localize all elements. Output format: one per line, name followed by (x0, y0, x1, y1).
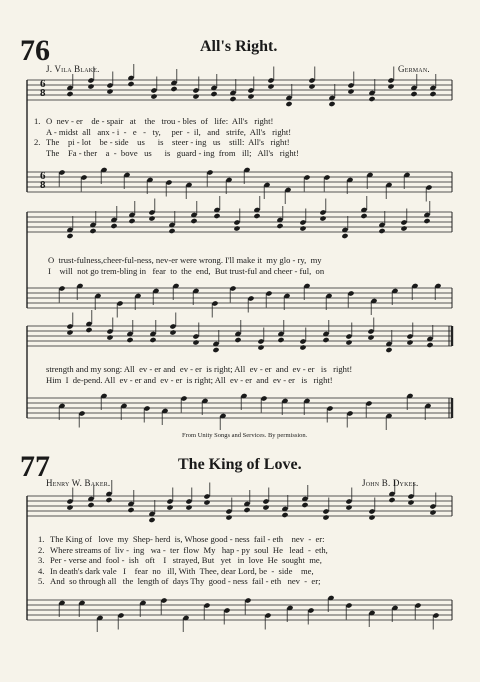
verse-block-76-2 (48, 255, 324, 276)
lyric-line: 2. The pi - lot be - side us is steer - ing us still: All's right! (34, 137, 290, 147)
hymn-title-77: The King of Love. (178, 456, 302, 473)
hymn-number-77: 77 (20, 450, 50, 483)
verse-block-77 (38, 534, 328, 587)
composer-credit-77: John B. Dykes. (362, 478, 419, 488)
hymn-title-76: All's Right. (200, 38, 278, 55)
verse-block-76-1 (34, 116, 299, 158)
lyric-line: 3. Per - verse and fool - ish oft I strayed, But yet in love He sought me, (38, 555, 322, 565)
lyric-line: 4. In death's dark vale I fear no ill, With Thee, dear Lord, be - side me, (38, 565, 314, 576)
lyric-line: A - midst all anx - i - e - ty, per - il, and strife, All's right! (46, 126, 292, 137)
author-credit-77: Henry W. Baker. (46, 478, 111, 488)
verse-block-76-3 (46, 364, 352, 385)
lyric-line: 1. O nev - er de - spair at the trou - bles of life: All's right! (34, 116, 274, 126)
lyric-line: I will not go trem-bling in fear to the end, But trust-ful and cheer - ful, on (48, 265, 325, 276)
lyric-line: 1. The King of love my Shep- herd is, Whose good - ness fail - eth nev - er: (38, 534, 325, 544)
lyric-line: Him I de-pend. All ev - er and ev - er is right; All ev - er and ev - er is right! (46, 374, 333, 385)
permission-note: From Unity Songs and Services. By permission. (182, 432, 308, 439)
time-signature: 6 8 (40, 78, 46, 99)
time-signature-bass: 6 8 (40, 170, 46, 191)
lyric-line: The Fa - ther a - bove us is guard - ing from ill; All's right! (46, 147, 299, 158)
lyric-line: O trust-fulness,cheer-ful-ness, nev-er were wrong. I'll make it my glo - ry, my (48, 255, 322, 265)
lyric-line: 2. Where streams of liv - ing wa - ter flow My hap - py soul He lead - eth, (38, 544, 328, 555)
lyric-line: 5. And so through all the length of days Thy good - ness fail - eth nev - er; (38, 576, 321, 586)
hymn-number-76: 76 (20, 34, 50, 67)
author-credit-76: J. Vila Blake. (46, 64, 100, 74)
lyric-line: strength and my song: All ev - er and ev - er is right; All ev - er and ev - er is right! (46, 364, 353, 374)
source-credit-76: German. (398, 64, 430, 74)
